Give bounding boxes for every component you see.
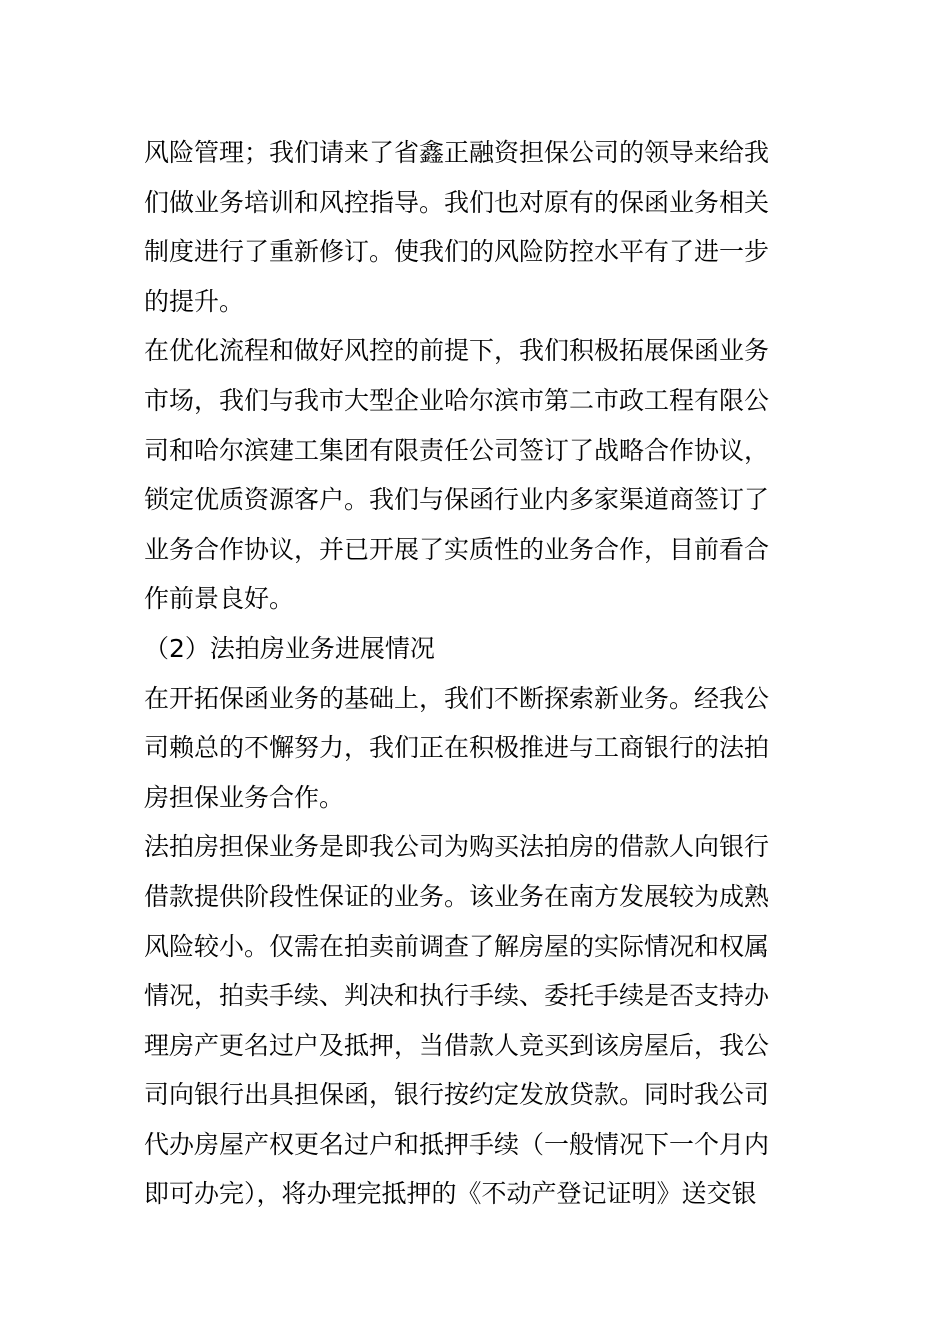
text-line: 在开拓保函业务的基础上，我们不断探索新业务。经我公	[144, 683, 770, 713]
text-line: 风险较小。仅需在拍卖前调查了解房屋的实际情况和权属	[144, 931, 770, 961]
text-line: 即可办完），将办理完抵押的《不动产登记证明》送交银	[144, 1179, 757, 1209]
text-line: 法拍房担保业务是即我公司为购买法拍房的借款人向银行	[144, 832, 770, 862]
text-line: 们做业务培训和风控指导。我们也对原有的保函业务相关	[144, 187, 770, 217]
section-heading: （2）法拍房业务进展情况	[144, 633, 435, 663]
text-line: 制度进行了重新修订。使我们的风险防控水平有了进一步	[144, 237, 770, 267]
text-line: 的提升。	[144, 286, 245, 316]
text-line: 房担保业务合作。	[144, 782, 345, 812]
text-line: 业务合作协议，并已开展了实质性的业务合作，目前看合	[144, 534, 770, 564]
text-line: 锁定优质资源客户。我们与保函行业内多家渠道商签订了	[144, 485, 770, 515]
body-text	[144, 128, 824, 1219]
text-line: 司向银行出具担保函，银行按约定发放贷款。同时我公司	[144, 1080, 770, 1110]
text-line: 作前景良好。	[144, 584, 295, 614]
text-line: 理房产更名过户及抵押，当借款人竞买到该房屋后，我公	[144, 1030, 770, 1060]
text-line: 借款提供阶段性保证的业务。该业务在南方发展较为成熟	[144, 881, 770, 911]
text-line: 情况，拍卖手续、判决和执行手续、委托手续是否支持办	[144, 981, 770, 1011]
text-line: 司和哈尔滨建工集团有限责任公司签订了战略合作协议，	[144, 435, 770, 465]
text-line: 代办房屋产权更名过户和抵押手续（一般情况下一个月内	[144, 1129, 770, 1159]
text-line: 司赖总的不懈努力，我们正在积极推进与工商银行的法拍	[144, 733, 770, 763]
text-line: 风险管理；我们请来了省鑫正融资担保公司的领导来给我	[144, 138, 770, 167]
text-line: 市场，我们与我市大型企业哈尔滨市第二市政工程有限公	[144, 385, 770, 415]
text-line: 在优化流程和做好风控的前提下，我们积极拓展保函业务	[144, 336, 770, 366]
